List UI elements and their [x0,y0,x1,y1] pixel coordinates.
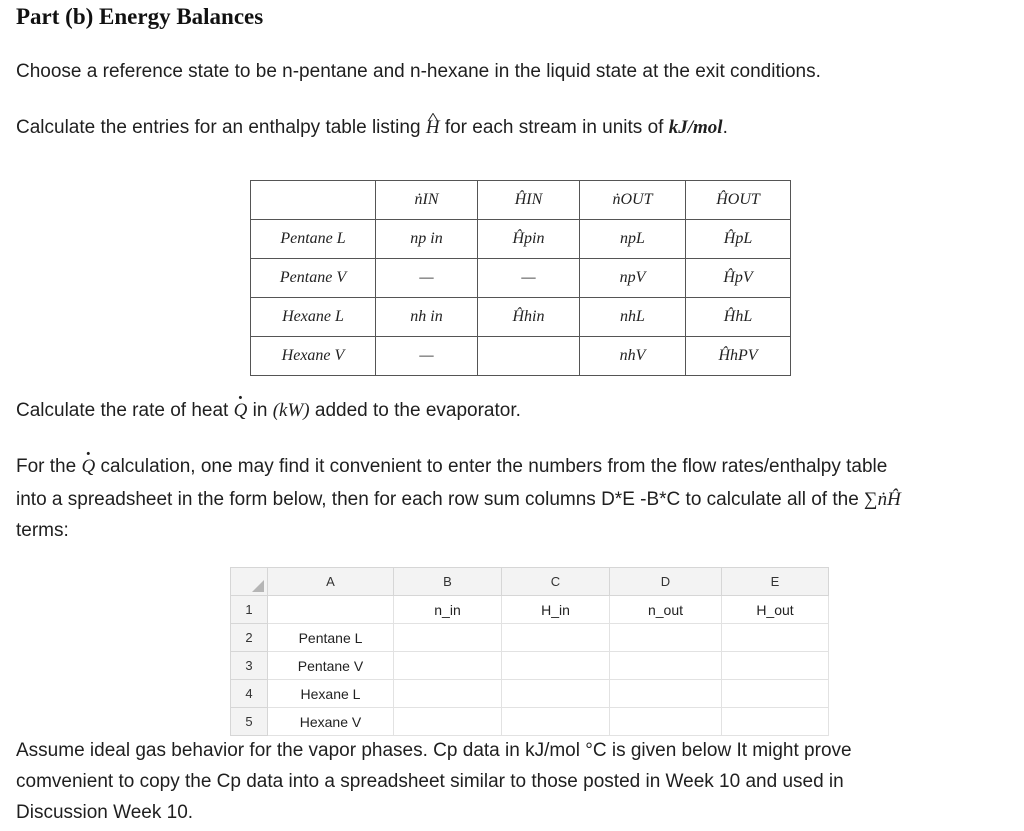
table-row [251,220,791,259]
column-header-a[interactable]: A [268,568,394,596]
cell-n-in: — [376,337,478,376]
cell-c4[interactable] [502,680,610,708]
cell-e4[interactable] [722,680,829,708]
cell-n-out: npL [580,220,686,259]
table-row [251,337,791,376]
spreadsheet [230,567,829,736]
cell-e3[interactable] [722,652,829,680]
table-row [231,596,829,624]
cell-h-in: — [478,259,580,298]
table-row [251,298,791,337]
cell-d4[interactable] [610,680,722,708]
reference-state-paragraph: Choose a reference state to be n-pentane and n-hexane in the liquid state at the exit conditions. [16,61,821,82]
enthalpy-instructions-paragraph [16,112,728,144]
cell-e1[interactable]: H_out [722,596,829,624]
cell-h-out: ĤhL [686,298,791,337]
cell-b3[interactable] [394,652,502,680]
table-row [251,259,791,298]
cell-b2[interactable] [394,624,502,652]
cell-d2[interactable] [610,624,722,652]
q-dot-symbol-2: · Q [81,451,95,483]
header-n-in: ṅIN [376,181,478,220]
table-row [231,624,829,652]
q-dot-symbol: · Q [234,395,248,427]
cell-n-out: nhL [580,298,686,337]
sum-nh-symbol: ∑ṅĤ [864,489,901,510]
column-header-d[interactable]: D [610,568,722,596]
row-label: Pentane V [251,259,376,298]
column-header-e[interactable]: E [722,568,829,596]
header-h-out: ĤOUT [686,181,791,220]
page-title: Part (b) Energy Balances [16,4,264,29]
units-kj-per-mol: kJ/mol [668,117,723,138]
table-row [231,680,829,708]
table-row [231,652,829,680]
cell-c2[interactable] [502,624,610,652]
cell-b4[interactable] [394,680,502,708]
cell-n-in: np in [376,220,478,259]
header-h-in: ĤIN [478,181,580,220]
row-label: Hexane V [251,337,376,376]
row-number[interactable]: 4 [231,680,268,708]
cell-h-out: ĤpV [686,259,791,298]
spreadsheet-instructions-line1 [16,451,887,483]
p3-after: added to the evaporator. [309,400,521,421]
cell-n-in: — [376,259,478,298]
spreadsheet-instructions-line2 [16,484,901,516]
header-n-out: ṅOUT [580,181,686,220]
p4-line1-after: calculation, one may find it convenient to enter the numbers from the flow rates/enthalpy table [95,456,888,477]
cell-a2[interactable]: Pentane L [268,624,394,652]
column-header-b[interactable]: B [394,568,502,596]
select-all-triangle-icon [252,580,264,592]
cell-h-in: Ĥhin [478,298,580,337]
table-row [231,708,829,736]
cell-e2[interactable] [722,624,829,652]
cell-b1[interactable]: n_in [394,596,502,624]
enthalpy-table-header-row [251,181,791,220]
enthalpy-table [250,180,791,376]
row-number[interactable]: 5 [231,708,268,736]
cell-h-in: Ĥpin [478,220,580,259]
p4-line1-before: For the [16,456,82,477]
cell-b5[interactable] [394,708,502,736]
heat-rate-paragraph [16,395,521,427]
row-label: Pentane L [251,220,376,259]
cell-h-in [478,337,580,376]
column-header-row [231,568,829,596]
row-number[interactable]: 2 [231,624,268,652]
cell-a3[interactable]: Pentane V [268,652,394,680]
cell-e5[interactable] [722,708,829,736]
spreadsheet-instructions-line3: terms: [16,520,69,541]
assumption-line2: comvenient to copy the Cp data into a spreadsheet similar to those posted in Week 10 and used in [16,771,844,792]
cell-c1[interactable]: H_in [502,596,610,624]
cell-c3[interactable] [502,652,610,680]
header-empty [251,181,376,220]
cell-h-out: ĤhPV [686,337,791,376]
cell-h-out: ĤpL [686,220,791,259]
cell-a4[interactable]: Hexane L [268,680,394,708]
row-number[interactable]: 3 [231,652,268,680]
cell-n-out: nhV [580,337,686,376]
h-hat-symbol: ^ H [426,112,440,144]
p3-middle: in [247,400,273,421]
row-number[interactable]: 1 [231,596,268,624]
cell-a1[interactable] [268,596,394,624]
cell-d5[interactable] [610,708,722,736]
cell-n-out: npV [580,259,686,298]
assumption-line3: Discussion Week 10. [16,802,194,823]
units-kw: (kW) [272,400,310,421]
p2-before: Calculate the entries for an enthalpy table listing [16,117,426,138]
p2-after: . [722,117,728,138]
cell-d1[interactable]: n_out [610,596,722,624]
row-label: Hexane L [251,298,376,337]
p2-middle: for each stream in units of [439,117,669,138]
p3-before: Calculate the rate of heat [16,400,234,421]
cell-a5[interactable]: Hexane V [268,708,394,736]
p4-line2: into a spreadsheet in the form below, then for each row sum columns D*E -B*C to calculate all of the [16,489,865,510]
assumption-line1: Assume ideal gas behavior for the vapor phases. Cp data in kJ/mol °C is given below It might prove [16,740,852,761]
column-header-c[interactable]: C [502,568,610,596]
cell-c5[interactable] [502,708,610,736]
cell-d3[interactable] [610,652,722,680]
select-all-corner[interactable] [231,568,268,596]
cell-n-in: nh in [376,298,478,337]
